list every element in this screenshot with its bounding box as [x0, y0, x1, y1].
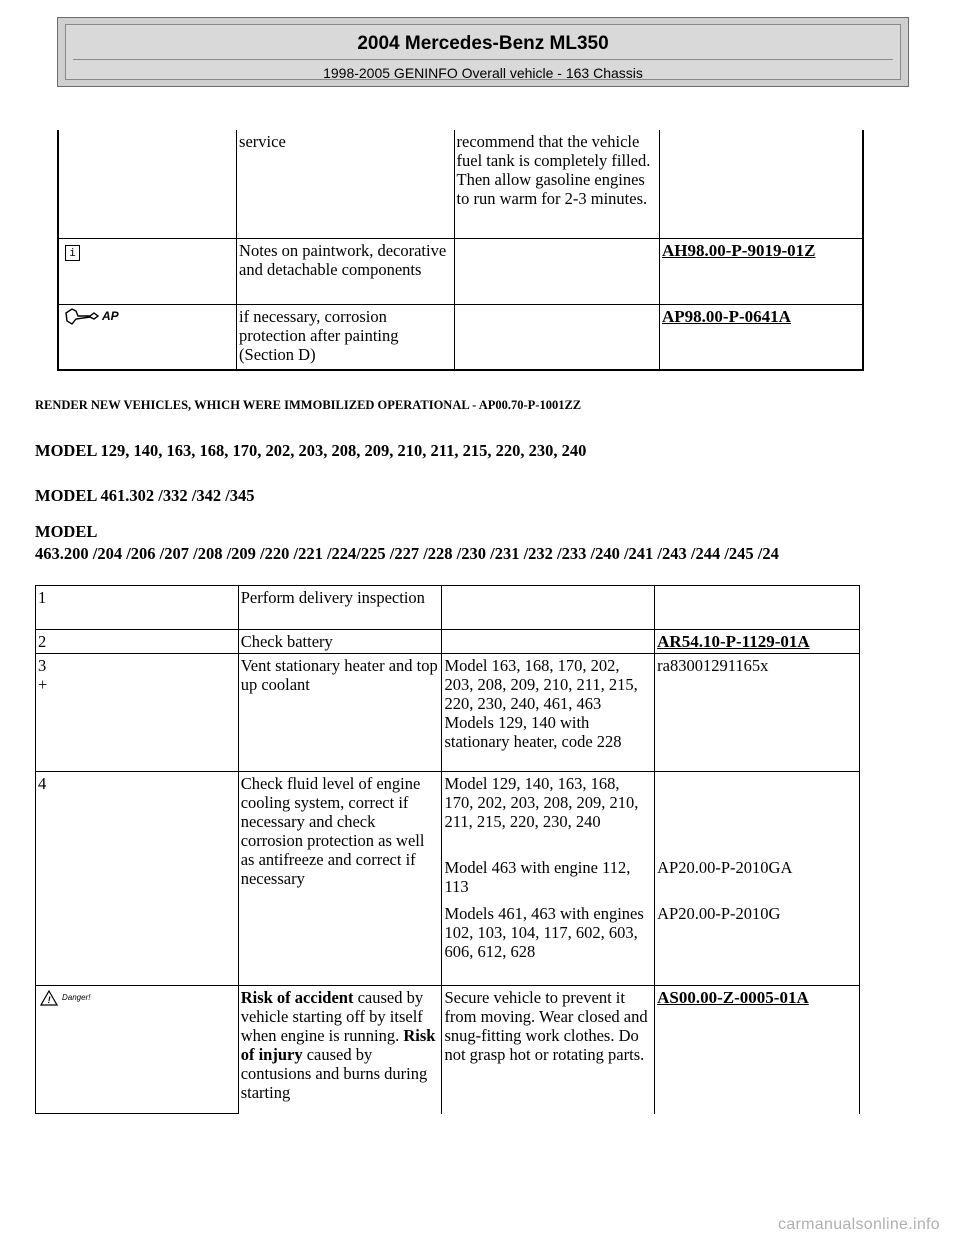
step-number: 1	[36, 586, 239, 630]
condition-cell	[442, 772, 655, 986]
icon-cell	[58, 304, 237, 370]
step-cell: Perform delivery inspection	[238, 586, 442, 630]
document-title: 2004 Mercedes-Benz ML350	[357, 33, 609, 54]
condition-cell	[454, 304, 660, 370]
document-subtitle: 1998-2005 GENINFO Overall vehicle - 163 Chassis	[323, 65, 643, 81]
danger-warning-icon	[40, 988, 90, 1007]
reference-text: AP20.00-P-2010G	[657, 904, 781, 923]
reference-link[interactable]: AR54.10-P-1129-01A	[657, 632, 810, 651]
step-cell: Vent stationary heater and top up coolant	[238, 654, 442, 772]
reference-cell	[660, 304, 864, 370]
warning-bold: Risk of injury	[240, 1026, 436, 1064]
warning-bold: Risk of accident	[240, 988, 354, 1007]
condition-cell	[442, 654, 655, 772]
watermark: carmanualsonline.info	[778, 1216, 940, 1233]
icon-cell	[58, 238, 237, 304]
icon-cell	[36, 986, 239, 1114]
header-inner	[65, 24, 901, 80]
model-heading: MODEL 129, 140, 163, 168, 170, 202, 203, 208, 209, 210, 211, 215, 220, 230, 240	[35, 441, 587, 460]
reference-cell	[655, 772, 860, 986]
warning-text: caused by contusions and burns during starting	[240, 1045, 428, 1102]
work-procedure-ap-icon	[64, 307, 126, 329]
condition-cell: Secure vehicle to prevent it from moving. Wear closed and snug-fitting work clothes. Do not grasp hot or rotating parts.	[442, 986, 655, 1114]
condition-text: Model 163, 168, 170, 202, 203, 208, 209, 210, 211, 215, 220, 230, 240, 461, 463	[444, 656, 638, 713]
svg-text:!: !	[47, 994, 51, 1005]
table-row	[58, 238, 863, 304]
step-cell: if necessary, corrosion protection after painting (Section D)	[237, 304, 454, 370]
reference-cell	[655, 986, 860, 1114]
reference-link[interactable]: AS00.00-Z-0005-01A	[657, 988, 809, 1007]
model-heading: MODEL	[35, 522, 98, 541]
reference-cell: ra83001291165x	[655, 654, 860, 772]
danger-label: Danger!	[62, 993, 91, 1002]
table-row	[58, 130, 863, 238]
table-row	[58, 304, 863, 370]
info-icon: i	[65, 245, 80, 261]
condition-cell	[442, 630, 655, 654]
table-row	[36, 772, 860, 986]
step-cell: Check battery	[238, 630, 442, 654]
condition-text: Models 129, 140 with stationary heater, code 228	[444, 713, 622, 751]
section-heading: RENDER NEW VEHICLES, WHICH WERE IMMOBILIZED OPERATIONAL - AP00.70-P-1001ZZ	[35, 398, 582, 412]
condition-cell: recommend that the vehicle fuel tank is completely filled. Then allow gasoline engines to run warm for 2-3 minutes.	[454, 130, 660, 238]
reference-text: AP20.00-P-2010GA	[657, 858, 793, 877]
table-row	[36, 654, 860, 772]
svg-text:AP: AP	[102, 308, 119, 323]
reference-link[interactable]: AP98.00-P-0641A	[662, 306, 791, 326]
icon-cell	[58, 130, 237, 238]
reference-cell	[655, 586, 860, 630]
step-number: 4	[36, 772, 239, 986]
step-number: 2	[36, 630, 239, 654]
table-row	[36, 986, 860, 1114]
reference-link[interactable]: AH98.00-P-9019-01Z	[662, 240, 816, 260]
reference-cell	[655, 630, 860, 654]
step-cell: service	[237, 130, 454, 238]
table-row	[36, 586, 860, 630]
warning-text: caused by vehicle starting off by itself when engine is running.	[240, 988, 424, 1045]
delivery-inspection-table	[35, 585, 860, 1114]
header-divider	[73, 59, 893, 60]
condition-text: Model 129, 140, 163, 168, 170, 202, 203, 208, 209, 210, 211, 215, 220, 230, 240	[444, 774, 639, 831]
step-cell	[238, 986, 442, 1114]
plus-marker: +	[38, 675, 48, 694]
reference-cell	[660, 130, 864, 238]
step-number	[36, 654, 239, 772]
service-table-continued	[57, 130, 864, 371]
model-heading: MODEL 461.302 /332 /342 /345	[35, 486, 255, 505]
step-cell: Check fluid level of engine cooling system, correct if necessary and check corrosion protection as well as antifreeze and correct if necessary	[238, 772, 442, 986]
reference-spacer	[655, 772, 859, 856]
condition-text: Models 461, 463 with engines 102, 103, 104, 117, 602, 603, 606, 612, 628	[444, 904, 644, 961]
step-cell: Notes on paintwork, decorative and detachable components	[237, 238, 454, 304]
table-row	[36, 630, 860, 654]
model-heading: 463.200 /204 /206 /207 /208 /209 /220 /221 /224/225 /227 /228 /230 /231 /232 /233 /240 /241 /243 /244 /245 /24	[35, 544, 779, 563]
step-number-value: 3	[38, 656, 47, 675]
condition-cell	[454, 238, 660, 304]
page-header	[57, 17, 909, 87]
condition-text: Model 463 with engine 112, 113	[444, 858, 631, 896]
reference-cell	[660, 238, 864, 304]
condition-cell	[442, 586, 655, 630]
